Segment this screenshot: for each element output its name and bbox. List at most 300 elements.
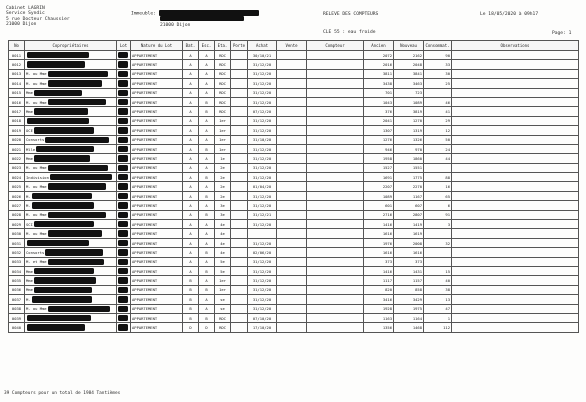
cell-eta: se [215,295,231,304]
table-row [9,285,579,294]
cell-nouveau: 1616 [394,248,424,257]
table-row [9,107,579,116]
empty-cell [231,285,248,294]
empty-cell [231,313,248,322]
empty-cell [307,144,364,153]
redacted-owner-name [48,165,108,171]
cell-esc: A [199,220,215,229]
cell-conso: 65 [424,191,452,200]
empty-cell [277,257,307,266]
cell-eta: 2e [215,173,231,182]
cell-nature: APPARTEMENT [131,107,183,116]
table-row [9,220,579,229]
empty-cell [277,173,307,182]
redacted-owner-name [34,108,88,114]
cell-no: 0027 [9,201,25,210]
cell-no: 0014 [9,79,25,88]
cell-conso: 47 [424,304,452,313]
department: Service Syndic [6,11,45,17]
cell-bat: A [183,51,199,60]
cell-no: 0026 [9,191,25,200]
redacted-lot-number [118,174,128,180]
empty-cell [277,229,307,238]
empty-cell [231,229,248,238]
cell-nouveau: 1167 [394,191,424,200]
cell-esc: A [199,304,215,313]
empty-cell [452,163,579,172]
cell-nouveau: 858 [394,285,424,294]
cell-nature: APPARTEMENT [131,182,183,191]
cell-no: 0038 [9,304,25,313]
empty-cell [452,229,579,238]
owner-cell [25,248,117,257]
redacted-building-street [160,16,244,21]
cell-ancien: 2072 [364,51,394,60]
empty-cell [452,182,579,191]
owner-cell [25,126,117,135]
cell-eta: 3e [215,210,231,219]
table-row [9,126,579,135]
empty-cell [231,295,248,304]
redacted-lot-number [118,80,128,86]
cell-bat: A [183,266,199,275]
cell-conso: 46 [424,97,452,106]
table-row [9,304,579,313]
cell-conso: 50 [424,135,452,144]
lot-cell [117,60,131,69]
table-row [9,238,579,247]
cell-date: 31/12/20 [248,97,277,106]
cell-ancien: 1958 [364,154,394,163]
table-row [9,51,579,60]
redacted-lot-number [118,61,128,67]
redacted-owner-name [48,230,102,236]
cell-nouveau: 1975 [394,304,424,313]
empty-cell [307,163,364,172]
cell-ancien: 1307 [364,126,394,135]
cell-eta: RDC [215,88,231,97]
cell-nature: APPARTEMENT [131,229,183,238]
cell-nouveau: 2048 [394,60,424,69]
empty-cell [307,97,364,106]
owner-title: Mme [26,90,33,96]
table-header-row [9,41,579,51]
cell-date: 31/12/20 [248,154,277,163]
owner-title: M. ou Mme [26,80,47,86]
empty-cell [231,257,248,266]
cell-nature: APPARTEMENT [131,220,183,229]
cell-nouveau: 1775 [394,173,424,182]
cell-date: 31/12/20 [248,304,277,313]
empty-cell [307,126,364,135]
cell-bat: A [183,191,199,200]
cell-bat: A [183,229,199,238]
cell-eta: 3e [215,201,231,210]
cell-date: 31/12/20 [248,69,277,78]
column-header: Bat. [183,41,199,51]
cell-nouveau: 2807 [394,210,424,219]
empty-cell [277,304,307,313]
cell-conso: 33 [424,60,452,69]
column-header: Compteur [307,41,364,51]
column-header: Observations [452,41,579,51]
empty-cell [452,107,579,116]
redacted-owner-name [27,315,91,321]
redacted-lot-number [118,90,128,96]
report-date: Le 18/05/2020 à 09h17 [480,12,539,17]
cell-no: 0029 [9,220,25,229]
empty-cell [231,69,248,78]
agency-block [6,6,70,28]
owner-cell [25,201,117,210]
cell-conso: 13 [424,295,452,304]
cell-esc: B [199,266,215,275]
cell-nature: APPARTEMENT [131,257,183,266]
redacted-lot-number [118,165,128,171]
cell-ancien: 376 [364,107,394,116]
empty-cell [452,313,579,322]
cell-nature: APPARTEMENT [131,163,183,172]
building-line-2 [160,16,244,22]
cell-bat: A [183,79,199,88]
cell-nouveau: 607 [394,201,424,210]
owner-cell [25,238,117,247]
owner-title: M. [26,296,31,302]
empty-cell [277,51,307,60]
empty-cell [231,238,248,247]
cell-bat: A [183,60,199,69]
cell-nouveau: 2008 [394,238,424,247]
cell-ancien: 946 [364,144,394,153]
redacted-owner-name [34,268,94,274]
redacted-lot-number [118,240,128,246]
empty-cell [307,173,364,182]
cell-bat: A [183,97,199,106]
redacted-owner-name [48,306,110,312]
cell-eta: RDC [215,107,231,116]
table-row [9,201,579,210]
lot-cell [117,144,131,153]
empty-cell [452,304,579,313]
owner-title: Mlle [26,146,36,152]
cell-bat: A [183,201,199,210]
cell-conso: 44 [424,154,452,163]
table-row [9,144,579,153]
empty-cell [231,88,248,97]
cell-nouveau: 1860 [394,154,424,163]
empty-cell [307,201,364,210]
meter-table [8,40,579,333]
city: 21000 Dijon [6,22,37,28]
cell-ancien: 1616 [364,229,394,238]
owner-cell [25,304,117,313]
empty-cell [231,154,248,163]
owner-cell [25,285,117,294]
cell-eta: 2e [215,182,231,191]
redacted-owner-name [34,221,94,227]
redacted-lot-number [118,52,128,58]
owner-cell [25,144,117,153]
owner-title: M. ou Mme [26,231,47,237]
owner-cell [25,79,117,88]
column-header: Ancien [364,41,394,51]
cell-conso: 29 [424,116,452,125]
empty-cell [452,201,579,210]
cell-nature: APPARTEMENT [131,210,183,219]
redacted-lot-number [118,137,128,143]
redacted-owner-name [32,296,92,302]
lot-cell [117,51,131,60]
cell-eta: 2e [215,163,231,172]
building-address: 21000 Dijon [160,23,191,28]
empty-cell [452,60,579,69]
lot-cell [117,173,131,182]
empty-cell [231,135,248,144]
table-row [9,295,579,304]
cell-date: 31/12/20 [248,173,277,182]
cell-bat: A [183,116,199,125]
cell-eta: 1er [215,285,231,294]
table-row [9,266,579,275]
table-row [9,88,579,97]
empty-cell [277,266,307,275]
lot-cell [117,116,131,125]
cell-nouveau: 970 [394,144,424,153]
redacted-owner-name [50,174,112,180]
cell-bat: B [183,276,199,285]
redacted-lot-number [118,315,128,321]
empty-cell [307,248,364,257]
table-row [9,97,579,106]
lot-cell [117,79,131,88]
owner-cell [25,257,117,266]
empty-cell [307,69,364,78]
empty-cell [452,69,579,78]
redacted-owner-name [32,193,92,199]
cell-nature: APPARTEMENT [131,285,183,294]
cell-nouveau: 1326 [394,135,424,144]
cell-bat: B [183,285,199,294]
empty-cell [452,97,579,106]
cell-ancien: 1163 [364,313,394,322]
empty-cell [307,238,364,247]
empty-cell [277,313,307,322]
cell-date [248,229,277,238]
cell-ancien: 3811 [364,69,394,78]
cell-nouveau: 2162 [394,51,424,60]
cell-conso: 41 [424,107,452,116]
cell-no: 0032 [9,248,25,257]
cell-conso: 3 [424,220,452,229]
empty-cell [452,116,579,125]
cell-ancien: 1276 [364,135,394,144]
empty-cell [307,182,364,191]
redacted-owner-name [36,146,94,152]
cell-eta: 1er [215,116,231,125]
cell-esc: B [199,107,215,116]
cell-eta: RDC [215,97,231,106]
cell-nature: APPARTEMENT [131,135,183,144]
empty-cell [277,182,307,191]
owner-cell [25,295,117,304]
redacted-lot-number [118,155,128,161]
redacted-lot-number [118,277,128,283]
table-row [9,323,579,332]
redacted-owner-name [48,99,106,105]
cell-bat: A [183,154,199,163]
cell-no: 0020 [9,135,25,144]
cell-nouveau: 1270 [394,116,424,125]
table-row [9,276,579,285]
cell-nouveau: 2270 [394,182,424,191]
owner-title: Mme [26,268,33,274]
redacted-owner-name [45,137,109,143]
cell-ancien: 820 [364,285,394,294]
empty-cell [231,116,248,125]
lot-cell [117,210,131,219]
cell-ancien: 373 [364,257,394,266]
redacted-lot-number [118,212,128,218]
redacted-lot-number [118,127,128,133]
cell-date: 31/12/20 [248,257,277,266]
empty-cell [277,135,307,144]
empty-cell [277,97,307,106]
owner-cell [25,51,117,60]
cell-esc: B [199,285,215,294]
cell-nouveau: 1089 [394,97,424,106]
owner-title: SCI [26,221,33,227]
empty-cell [307,323,364,332]
empty-cell [277,163,307,172]
redacted-owner-name [34,155,90,161]
empty-cell [277,126,307,135]
cell-date: 02/06/20 [248,248,277,257]
empty-cell [231,163,248,172]
cell-bat: A [183,88,199,97]
empty-cell [277,79,307,88]
cell-no: 0025 [9,182,25,191]
empty-cell [277,88,307,97]
redacted-owner-name [48,259,104,265]
cell-ancien: 1089 [364,191,394,200]
column-header: Consommat. [424,41,452,51]
owner-title: M. ou Mme [26,184,47,190]
empty-cell [231,248,248,257]
cell-esc: B [199,173,215,182]
cell-nature: APPARTEMENT [131,79,183,88]
cell-esc: B [199,191,215,200]
cell-date: 31/12/20 [248,191,277,200]
cell-eta: 1er [215,276,231,285]
cell-no: 0031 [9,238,25,247]
empty-cell [307,51,364,60]
report-title: RELEVE DES COMPTEURS [323,12,379,17]
empty-cell [231,266,248,275]
empty-cell [307,257,364,266]
cell-eta: 1e [215,154,231,163]
table-row [9,210,579,219]
empty-cell [231,107,248,116]
redacted-lot-number [118,296,128,302]
owner-cell [25,323,117,332]
cell-nature: APPARTEMENT [131,313,183,322]
cell-esc: B [199,210,215,219]
lot-cell [117,191,131,200]
cell-bat: A [183,144,199,153]
cell-date: 31/12/21 [248,210,277,219]
cell-date: 31/12/20 [248,60,277,69]
owner-title: Consorts [26,137,45,143]
cell-ancien: 1416 [364,266,394,275]
cell-no: 0022 [9,154,25,163]
empty-cell [231,97,248,106]
table-row [9,79,579,88]
cell-ancien: 1117 [364,276,394,285]
lot-cell [117,97,131,106]
cell-ancien: 2016 [364,60,394,69]
empty-cell [452,220,579,229]
empty-cell [231,79,248,88]
owner-title: Mme [26,156,33,161]
redacted-lot-number [118,249,128,255]
cell-nature: APPARTEMENT [131,201,183,210]
cell-no: 0033 [9,257,25,266]
owner-cell [25,220,117,229]
empty-cell [277,238,307,247]
cell-no: 0019 [9,126,25,135]
owner-cell [25,182,117,191]
redacted-owner-name [48,212,106,218]
owner-title: Mme [26,278,33,284]
empty-cell [452,257,579,266]
empty-cell [452,88,579,97]
cell-bat: A [183,220,199,229]
cell-nature: APPARTEMENT [131,60,183,69]
redacted-lot-number [118,268,128,274]
cell-date: 31/12/20 [248,201,277,210]
lot-cell [117,229,131,238]
lot-cell [117,126,131,135]
cell-ancien: 601 [364,201,394,210]
cell-nouveau: 3463 [394,79,424,88]
table-row [9,182,579,191]
cell-nature: APPARTEMENT [131,88,183,97]
empty-cell [452,126,579,135]
column-header: Achat [248,41,277,51]
empty-cell [452,285,579,294]
lot-cell [117,135,131,144]
empty-cell [452,295,579,304]
cell-date: 31/12/20 [248,163,277,172]
cell-no: 0024 [9,173,25,182]
cell-date: 31/12/20 [248,220,277,229]
cell-bat: A [183,126,199,135]
cell-date: 31/12/20 [248,238,277,247]
cell-date: 31/10/20 [248,135,277,144]
cell-eta: 1er [215,144,231,153]
empty-cell [231,173,248,182]
redacted-owner-name [27,61,85,67]
cell-conso: 112 [424,323,452,332]
lot-cell [117,248,131,257]
cell-conso: 32 [424,238,452,247]
cell-no: 0036 [9,285,25,294]
cell-nouveau: 1551 [394,163,424,172]
cell-bat: A [183,163,199,172]
cell-no: 0034 [9,266,25,275]
cell-eta: 5e [215,257,231,266]
table-row [9,163,579,172]
